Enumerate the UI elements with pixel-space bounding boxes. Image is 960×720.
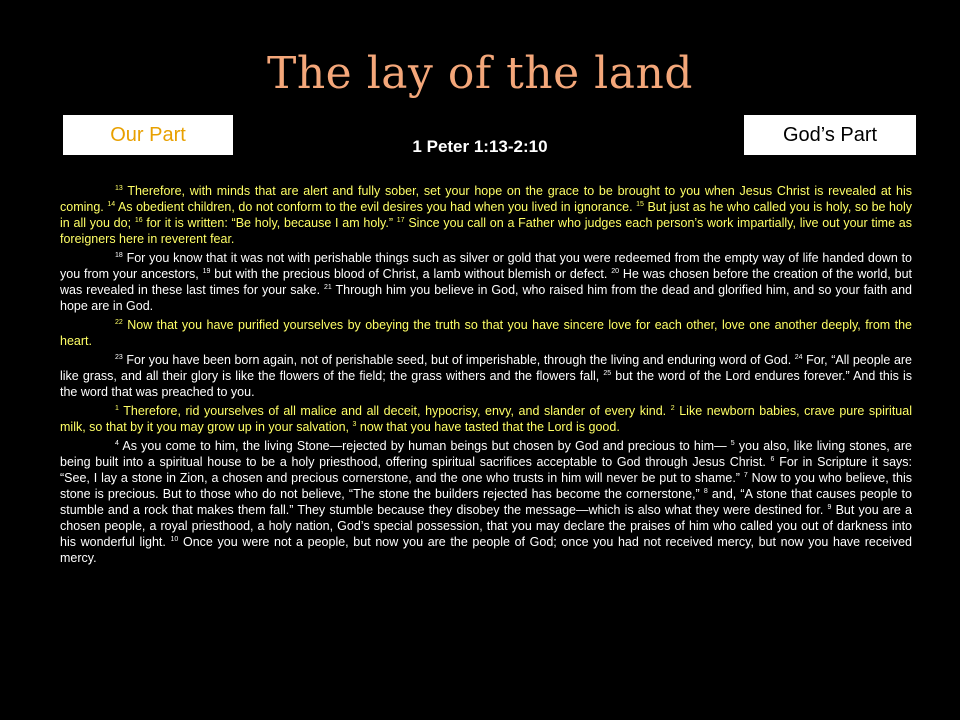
verse-number: 5 [730,439,735,447]
verse-text: For, “All people are like grass, and all their glory is like the flowers of the field; the grass withers and the flowers fall, [60,353,913,383]
verse-text: for it is written: “Be holy, because I am holy.” [146,216,397,230]
verse-number: 2 [670,404,675,412]
verse-number: 4 [115,439,119,447]
paragraph-2 [60,250,912,314]
verse-number: 25 [603,369,612,377]
verse-text: but with the precious blood of Christ, a lamb without blemish or defect. [214,267,612,281]
verse-number: 17 [396,216,405,224]
verse-text: Now to you who believe, this stone is precious. But to those who do not believe, “The stone the builders rejected has become the cornerstone,” [60,471,912,501]
verse-text: For in Scripture it says: “See, I lay a stone in Zion, a chosen and precious cornerstone, and the one who trusts in him will never be put to shame.” [60,455,912,485]
verse-text: Therefore, with minds that are alert and fully sober, set your hope on the grace to be brought to you when Jesus Christ is revealed at his coming. [60,184,912,214]
verse-number: 7 [743,471,748,479]
verse-number: 10 [170,535,179,543]
verse-text: you also, like living stones, are being built into a spiritual house to be a holy priesthood, offering spiritual sacrifices acceptable to God through Jesus Christ. [60,439,912,469]
verse-text: As you come to him, the living Stone—rejected by human beings but chosen by God and precious to him— [122,439,731,453]
scripture-passage [60,183,912,569]
verse-number: 13 [115,184,123,192]
verse-number: 21 [324,283,332,291]
verse-text: now that you have tasted that the Lord is good. [359,420,620,434]
verse-number: 14 [107,200,116,208]
verse-number: 24 [794,353,803,361]
verse-number: 6 [770,455,775,463]
verse-text: Now that you have purified yourselves by obeying the truth so that you have sincere love for each other, love one another deeply, from the heart. [60,318,912,348]
paragraph-1 [60,183,912,247]
verse-text: For you know that it was not with perishable things such as silver or gold that you were redeemed from the empty way of life handed down to you from your ancestors, [60,251,912,281]
our-part-label: Our Part [110,123,186,146]
verse-number: 15 [636,200,644,208]
verse-text: He was chosen before the creation of the world, but was revealed in these last times for your sake. [60,267,912,297]
verse-text: Since you call on a Father who judges each person’s work impartially, live out your time as foreigners here in reverent fear. [60,216,912,246]
verse-number: 3 [352,420,357,428]
verse-number: 16 [134,216,143,224]
verse-text: Through him you believe in God, who raised him from the dead and glorified him, and so your faith and hope are in God. [60,283,913,313]
paragraph-3 [60,317,912,349]
verse-number: 22 [115,318,123,326]
verse-text: Therefore, rid yourselves of all malice and all deceit, hypocrisy, envy, and slander of every kind. [123,404,671,418]
verse-number: 9 [827,503,832,511]
verse-number: 8 [703,487,708,495]
verse-text: Like newborn babies, crave pure spiritual milk, so that by it you may grow up in your salvation, [60,404,912,434]
verse-text: As obedient children, do not conform to the evil desires you had when you lived in ignorance. [117,200,637,214]
slide-title: The lay of the land [267,48,693,99]
verse-number: 20 [611,267,620,275]
verse-number: 23 [115,353,123,361]
verse-text: But you are a chosen people, a royal priesthood, a holy nation, God’s special possession, that you may declare the praises of him who called you out of darkness into his wonderful light. [60,503,912,549]
paragraph-5 [60,403,912,435]
verse-text: Once you were not a people, but now you are the people of God; once you had not received mercy, but now you have received mercy. [60,535,912,565]
verse-number: 1 [115,404,119,412]
verse-text: and, “A stone that causes people to stumble and a rock that makes them fall.” They stumble because they disobey the message—which is also what they were destined for. [60,487,912,517]
paragraph-6 [60,438,912,566]
verse-text: but the word of the Lord endures forever.” And this is the word that was preached to you. [60,369,912,399]
scripture-reference: 1 Peter 1:13-2:10 [412,137,548,156]
verse-number: 18 [115,251,123,259]
verse-text: But just as he who called you is holy, so be holy in all you do; [60,200,912,230]
gods-part-label: God’s Part [782,123,878,146]
verse-text: For you have been born again, not of perishable seed, but of imperishable, through the living and enduring word of God. [126,353,795,367]
verse-number: 19 [202,267,211,275]
paragraph-4 [60,352,912,400]
